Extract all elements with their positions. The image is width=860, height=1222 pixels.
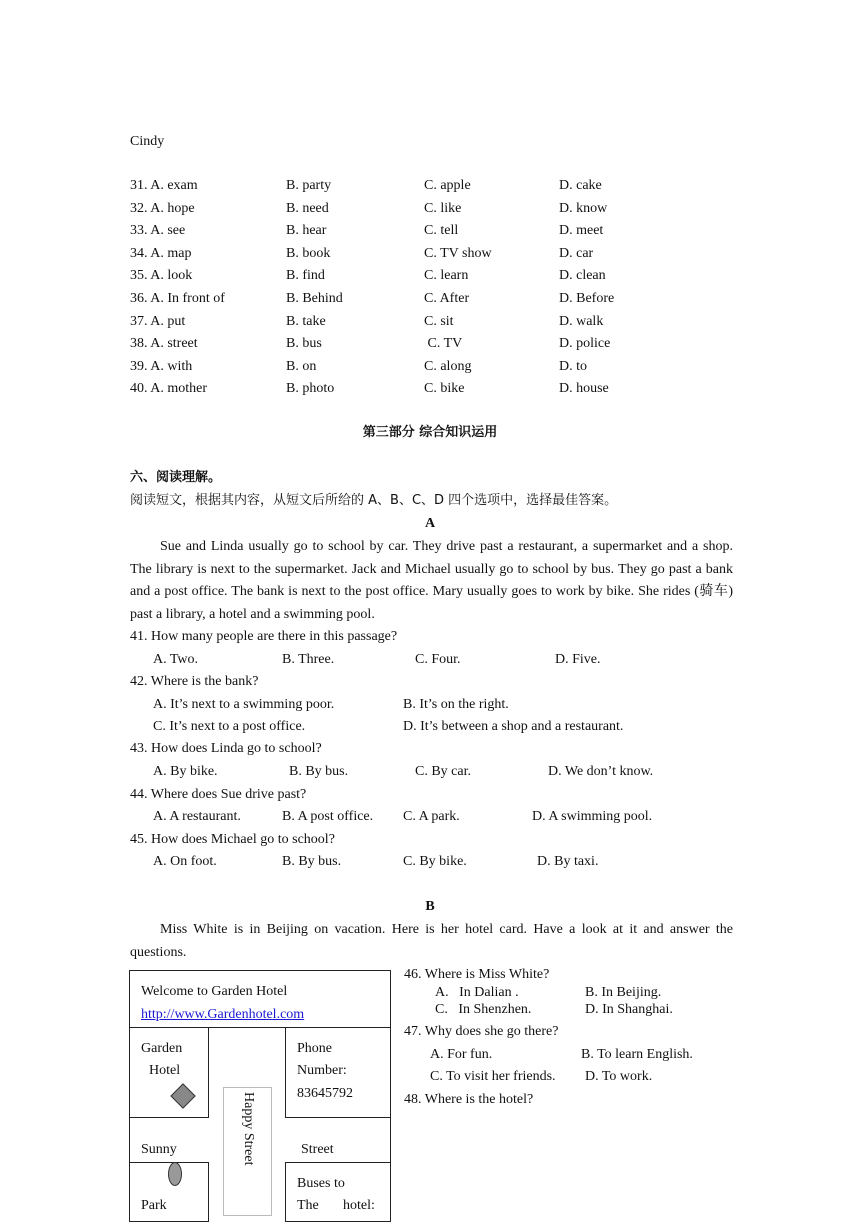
answer-option: D. To work. (585, 1069, 653, 1084)
question-41: 41. How many people are there in this passage? (130, 629, 398, 644)
passage-b-label: B (425, 899, 435, 914)
answer-option: B. It’s on the right. (403, 697, 509, 712)
answer-option: A. A restaurant. (153, 809, 241, 824)
answer-option: A. In Dalian . (435, 985, 519, 1000)
option-row-c: C. along (424, 359, 472, 374)
letter-signature: Cindy (130, 134, 165, 149)
option-row-d: D. police (559, 336, 611, 351)
answer-option: B. In Beijing. (585, 985, 662, 1000)
question-45: 45. How does Michael go to school? (130, 832, 335, 847)
option-row-d: D. walk (559, 314, 604, 329)
option-row-b: B. on (286, 359, 317, 374)
part-title: 第三部分 综合知识运用 (362, 425, 498, 440)
option-row-d: D. cake (559, 178, 602, 193)
garden-label: Garden (141, 1041, 183, 1056)
option-row-b: B. find (286, 268, 325, 283)
answer-option: D. A swimming pool. (532, 809, 653, 824)
section-title: 六、阅读理解。 (130, 470, 222, 485)
street-label: Street (301, 1142, 334, 1157)
happy-street-label: Happy Street (241, 1092, 256, 1166)
passage-b-text (130, 919, 733, 964)
hotel-label: Hotel (149, 1063, 181, 1078)
option-row-c: C. like (424, 201, 462, 216)
option-row-d: D. car (559, 246, 594, 261)
option-row-b: B. book (286, 246, 331, 261)
answer-option: B. A post office. (282, 809, 374, 824)
passage-b-body: Miss White is in Beijing on vacation. Here is her hotel card. Have a look at it and answer the questions. (130, 922, 733, 960)
question-43: 43. How does Linda go to school? (130, 741, 322, 756)
option-row-c: C. learn (424, 268, 469, 283)
answer-option: A. Two. (153, 652, 199, 667)
option-row-d: D. meet (559, 223, 604, 238)
question-42: 42. Where is the bank? (130, 674, 259, 689)
question-46: 46. Where is Miss White? (404, 967, 550, 982)
phone-line-2: Number: (297, 1063, 347, 1078)
phone-number: 83645792 (297, 1086, 353, 1101)
option-row-c: C. apple (424, 178, 471, 193)
option-row-a: 33. A. see (130, 223, 186, 238)
option-row-d: D. know (559, 201, 608, 216)
option-row-a: 40. A. mother (130, 381, 207, 396)
answer-option: B. By bus. (282, 854, 342, 869)
answer-option: A. For fun. (430, 1047, 493, 1062)
option-row-a: 38. A. street (130, 336, 198, 351)
buses-line-2b: hotel: (343, 1198, 375, 1213)
option-row-c: C. TV show (424, 246, 492, 261)
sunny-label: Sunny (141, 1142, 177, 1157)
answer-option: B. Three. (282, 652, 335, 667)
question-44: 44. Where does Sue drive past? (130, 787, 307, 802)
buses-line-2a: The (297, 1198, 319, 1213)
option-row-c: C. TV (424, 336, 463, 351)
option-row-a: 37. A. put (130, 314, 186, 329)
option-row-c: C. After (424, 291, 470, 306)
buses-line-1: Buses to (297, 1176, 345, 1191)
option-row-a: 39. A. with (130, 359, 193, 374)
option-row-d: D. house (559, 381, 609, 396)
passage-a-label: A (424, 516, 436, 531)
question-47: 47. Why does she go there? (404, 1024, 559, 1039)
option-row-d: D. Before (559, 291, 615, 306)
park-oval-icon (168, 1162, 182, 1186)
option-row-b: B. photo (286, 381, 335, 396)
option-row-c: C. tell (424, 223, 459, 238)
answer-option: C. By bike. (403, 854, 467, 869)
option-row-b: B. hear (286, 223, 327, 238)
answer-option: D. By taxi. (537, 854, 599, 869)
option-row-d: D. clean (559, 268, 606, 283)
answer-option: C. In Shenzhen. (435, 1002, 532, 1017)
question-48: 48. Where is the hotel? (404, 1092, 534, 1107)
answer-option: B. By bus. (289, 764, 349, 779)
option-row-c: C. sit (424, 314, 454, 329)
answer-option: A. On foot. (153, 854, 217, 869)
passage-a-body: Sue and Linda usually go to school by car. They drive past a restaurant, a supermarket and a shop. The library is next to the supermarket. Jack and Michael usually go to school by bus. They go past a bank and a post office. The bank is next to the post office. Mary usually goes to work by bike. She rides (骑车) past a library, a hotel and a swimming pool. (130, 539, 733, 622)
answer-option: C. By car. (415, 764, 471, 779)
answer-option: D. In Shanghai. (585, 1002, 673, 1017)
park-label: Park (141, 1198, 167, 1213)
option-row-c: C. bike (424, 381, 465, 396)
hotel-welcome: Welcome to Garden Hotel (141, 984, 288, 999)
option-row-b: B. need (286, 201, 329, 216)
answer-option: A. By bike. (153, 764, 218, 779)
answer-option: D. Five. (555, 652, 601, 667)
option-row-b: B. take (286, 314, 326, 329)
hotel-url-link[interactable]: http://www.Gardenhotel.com (141, 1007, 305, 1022)
passage-a-text (130, 536, 733, 626)
option-row-b: B. party (286, 178, 332, 193)
option-row-a: 35. A. look (130, 268, 193, 283)
answer-option: B. To learn English. (581, 1047, 693, 1062)
answer-option: C. A park. (403, 809, 460, 824)
option-row-a: 36. A. In front of (130, 291, 225, 306)
answer-option: C. It’s next to a post office. (153, 719, 306, 734)
option-row-a: 32. A. hope (130, 201, 195, 216)
option-row-a: 31. A. exam (130, 178, 198, 193)
section-instruction: 阅读短文，根据其内容，从短文后所给的 A、B、C、D 四个选项中，选择最佳答案。 (130, 493, 618, 508)
answer-option: D. It’s between a shop and a restaurant. (403, 719, 624, 734)
answer-option: A. It’s next to a swimming poor. (153, 697, 335, 712)
option-row-b: B. Behind (286, 291, 343, 306)
answer-option: D. We don’t know. (548, 764, 654, 779)
option-row-b: B. bus (286, 336, 322, 351)
option-row-d: D. to (559, 359, 587, 374)
phone-line-1: Phone (297, 1041, 332, 1056)
answer-option: C. To visit her friends. (430, 1069, 556, 1084)
answer-option: C. Four. (415, 652, 461, 667)
option-row-a: 34. A. map (130, 246, 192, 261)
